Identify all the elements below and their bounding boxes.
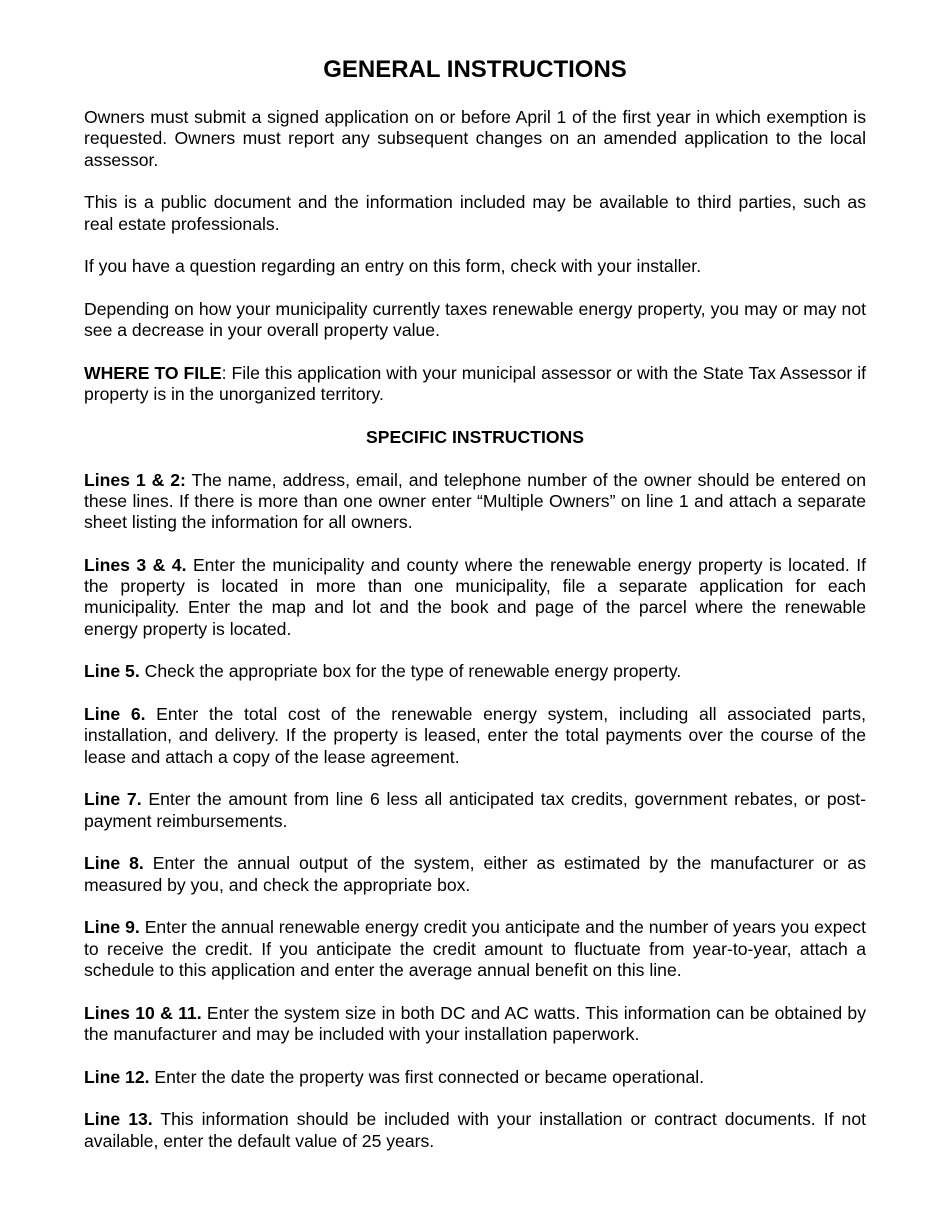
where-to-file-label: WHERE TO FILE — [84, 362, 222, 383]
instruction-line-9 — [84, 917, 866, 981]
instruction-label: Lines 1 & 2: — [84, 469, 186, 490]
instruction-line-8 — [84, 853, 866, 896]
instruction-text: Check the appropriate box for the type of renewable energy property. — [139, 661, 682, 682]
instruction-lines-1-2 — [84, 470, 866, 534]
instruction-line-6 — [84, 704, 866, 768]
instruction-text: Enter the annual output of the system, either as estimated by the manufacturer or as measured by you, and check the appropriate box. — [84, 853, 867, 895]
where-to-file-text: : File this application with your municipal assessor or with the State Tax Assessor if property is in the unorganized territory. — [84, 362, 866, 405]
general-paragraph-where-to-file — [84, 363, 866, 406]
instruction-label: Line 9. — [84, 917, 140, 938]
instruction-line-7 — [84, 789, 866, 832]
instruction-text: Enter the date the property was first connected or became operational. — [149, 1066, 705, 1087]
instruction-line-13 — [84, 1109, 866, 1152]
instruction-lines-10-11 — [84, 1003, 866, 1046]
instruction-text: The name, address, email, and telephone number of the owner should be entered on these lines. If there is more than one owner enter “Multiple Owners” on line 1 and attach a separate sheet listing the information for all owners. — [84, 469, 866, 533]
instruction-text: Enter the annual renewable energy credit you anticipate and the number of years you expect to receive the credit. If you anticipate the credit amount to fluctuate from year-to-year, attach a schedule to this application and enter the average annual benefit on this line. — [84, 917, 866, 980]
instruction-label: Line 6. — [84, 704, 146, 725]
instruction-label: Lines 10 & 11. — [84, 1002, 202, 1023]
instruction-text: Enter the total cost of the renewable energy system, including all associated parts, installation, and delivery. If the property is leased, enter the total payments over the course of the lease and attach a copy of the lease agreement. — [84, 704, 866, 767]
section-title-specific-instructions: SPECIFIC INSTRUCTIONS — [366, 426, 584, 447]
instruction-text: This information should be included with your installation or contract documents. If not available, enter the default value of 25 years. — [84, 1109, 866, 1151]
general-paragraph-public-document: This is a public document and the information included may be available to third parties, such as real estate professionals. — [84, 192, 866, 234]
instruction-label: Lines 3 & 4. — [84, 554, 187, 575]
general-paragraph-filing-deadline: Owners must submit a signed application on or before April 1 of the first year in which exemption is requested. Owners must report any subsequent changes on an amended application to the local assessor. — [84, 107, 866, 170]
instruction-line-12 — [84, 1067, 866, 1088]
instruction-label: Line 5. — [84, 661, 140, 682]
instruction-text: Enter the municipality and county where the renewable energy property is located. If the property is located in more than one municipality, file a separate application for each municipality. Enter the map and lot and the book and page of the parcel where the renewable energy property is located. — [84, 554, 867, 639]
instruction-text: Enter the amount from line 6 less all anticipated tax credits, government rebates, or post-payment reimbursements. — [84, 789, 866, 831]
general-paragraph-property-value: Depending on how your municipality currently taxes renewable energy property, you may or may not see a decrease in your overall property value. — [84, 298, 866, 341]
general-paragraph-questions: If you have a question regarding an entry on this form, check with your installer. — [84, 256, 702, 277]
instruction-label: Line 13. — [84, 1109, 153, 1130]
instruction-lines-3-4 — [84, 555, 866, 640]
instruction-label: Line 7. — [84, 789, 142, 810]
instruction-line-5 — [84, 661, 866, 682]
instruction-text: Enter the system size in both DC and AC watts. This information can be obtained by the manufacturer and may be included with your installation paperwork. — [84, 1002, 866, 1044]
instruction-label: Line 8. — [84, 853, 144, 874]
page-title: GENERAL INSTRUCTIONS — [323, 56, 627, 83]
instruction-label: Line 12. — [84, 1066, 150, 1087]
